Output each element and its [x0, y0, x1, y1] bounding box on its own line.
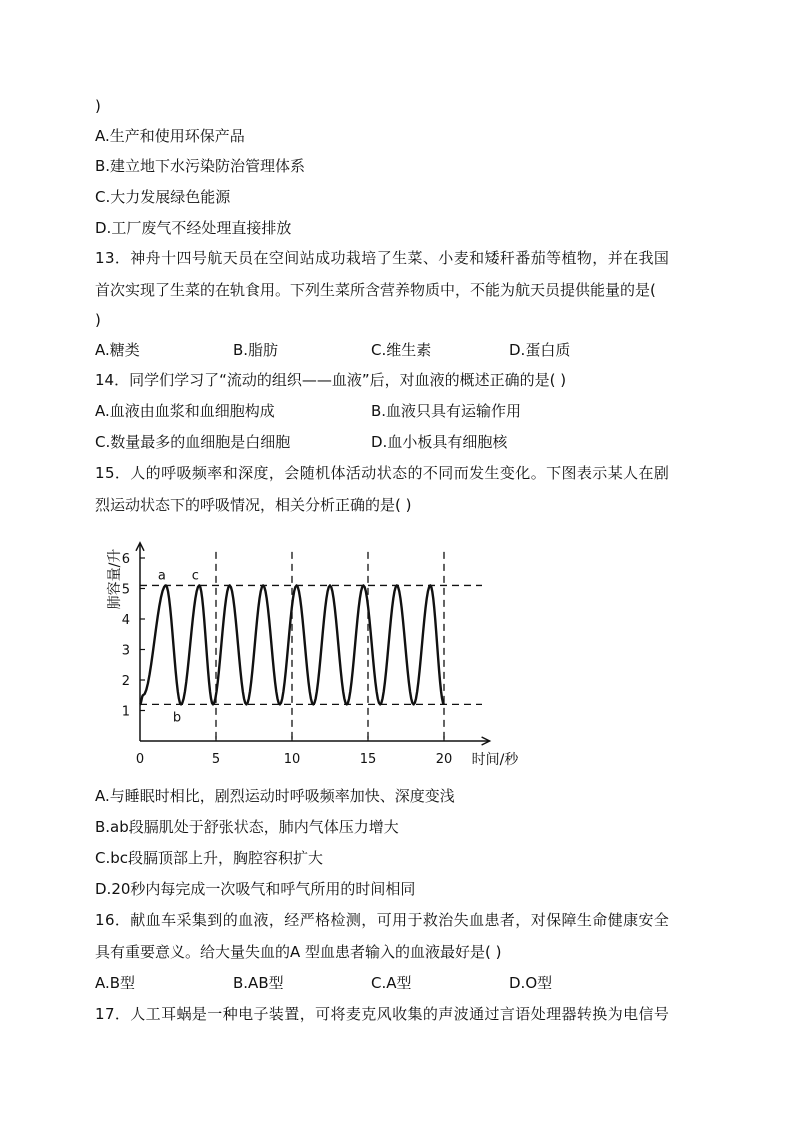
q14-option-c: C.数量最多的血细胞是白细胞	[95, 433, 291, 451]
q12-tail: )	[95, 97, 101, 115]
q13-stem-line2: 首次实现了生菜的在轨食用。下列生菜所含营养物质中，不能为航天员提供能量的是(	[95, 281, 656, 299]
q14-option-d: D.血小板具有细胞核	[371, 433, 508, 451]
q16-option-c: C.A型	[371, 974, 412, 992]
q13-stem-line1: 13．神舟十四号航天员在空间站成功栽培了生菜、小麦和矮秆番茄等植物，并在我国	[95, 249, 670, 267]
x-tick-label: 15	[359, 752, 377, 767]
x-tick-label: 0	[135, 752, 145, 767]
y-tick-label: 6	[121, 552, 130, 567]
q14-option-b: B.血液只具有运输作用	[371, 402, 522, 420]
q16-stem-line1: 16．献血车采集到的血液，经严格检测，可用于救治失血患者，对保障生命健康安全	[95, 911, 670, 929]
q15-option-c: C.bc段膈顶部上升，胸腔容积扩大	[95, 849, 324, 867]
y-tick-label: 1	[121, 704, 130, 720]
q13-stem-line3: )	[95, 311, 101, 329]
q12-option-c: C.大力发展绿色能源	[95, 188, 231, 206]
q15-stem-line1: 15．人的呼吸频率和深度，会随机体活动状态的不同而发生变化。下图表示某人在剧	[95, 464, 670, 482]
q12-option-d: D.工厂废气不经处理直接排放	[95, 219, 292, 237]
q16-option-b: B.AB型	[233, 974, 284, 992]
y-tick-label: 5	[121, 582, 130, 598]
q16-option-a: A.B型	[95, 974, 136, 992]
q15-option-a: A.与睡眠时相比，剧烈运动时呼吸频率加快、深度变浅	[95, 787, 455, 805]
y-tick-label: 3	[121, 643, 130, 659]
point-label: a	[157, 568, 166, 584]
q15-option-b: B.ab段膈肌处于舒张状态，肺内气体压力增大	[95, 818, 399, 836]
point-label: c	[191, 568, 199, 584]
x-axis-label: 时间/秒	[471, 752, 519, 768]
y-tick-label: 2	[121, 674, 130, 689]
q16-option-d: D.O型	[509, 974, 553, 992]
x-tick-label: 5	[211, 752, 221, 767]
x-tick-label: 20	[435, 752, 453, 767]
q13-option-b: B.脂肪	[233, 341, 279, 359]
q14-stem: 14．同学们学习了“流动的组织——血液”后，对血液的概述正确的是( )	[95, 371, 567, 389]
q14-option-a: A.血液由血浆和血细胞构成	[95, 402, 275, 420]
point-label: b	[172, 710, 182, 726]
y-axis-label: 肺容量/升	[107, 548, 123, 610]
q12-option-b: B.建立地下水污染防治管理体系	[95, 157, 306, 175]
q13-option-c: C.维生素	[371, 341, 432, 359]
q17-stem-line1: 17．人工耳蜗是一种电子装置，可将麦克风收集的声波通过言语处理器转换为电信号	[95, 1005, 670, 1023]
q16-stem-line2: 具有重要意义。给大量失血的A 型血患者输入的血液最好是( )	[95, 943, 502, 961]
q13-option-d: D.蛋白质	[509, 341, 571, 359]
y-tick-label: 4	[121, 613, 130, 628]
q12-option-a: A.生产和使用环保产品	[95, 127, 245, 145]
x-tick-label: 10	[283, 752, 301, 767]
q15-option-d: D.20秒内每完成一次吸气和呼气所用的时间相同	[95, 880, 416, 898]
lung-volume-chart	[95, 535, 535, 775]
q13-option-a: A.糖类	[95, 341, 140, 359]
q15-stem-line2: 烈运动状态下的呼吸情况，相关分析正确的是( )	[95, 496, 412, 514]
